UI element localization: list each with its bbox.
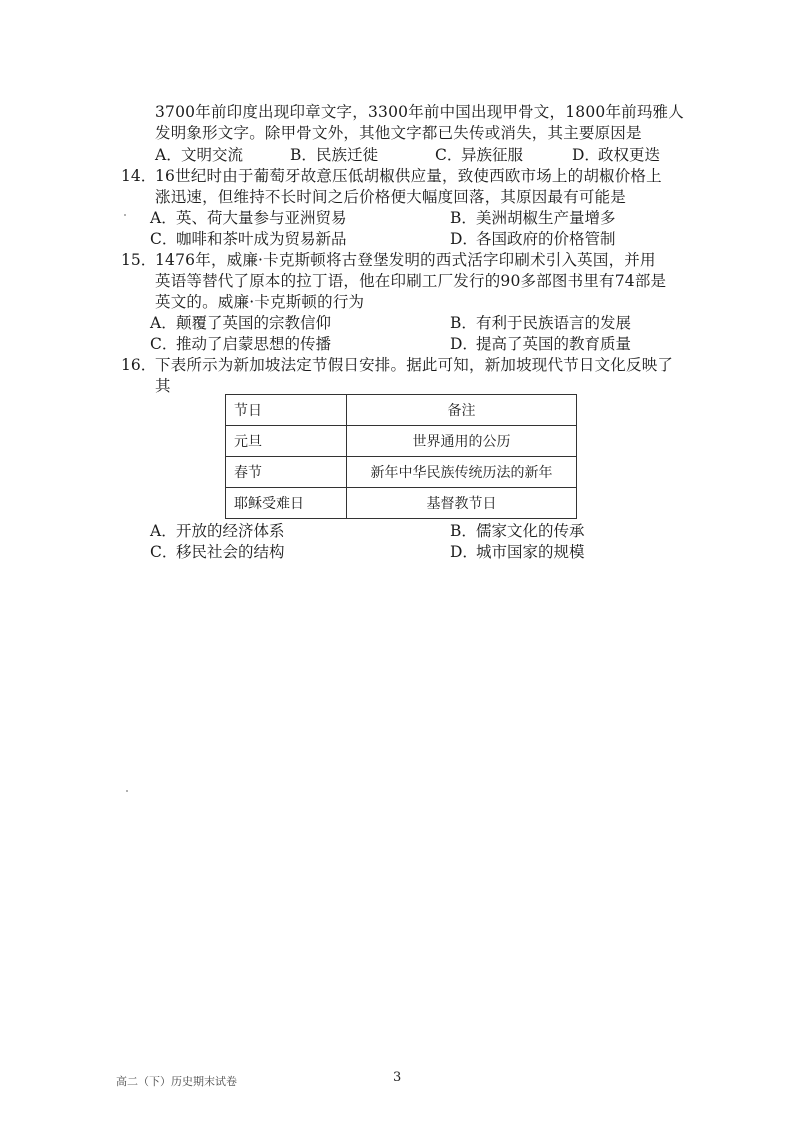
option-letter: C． xyxy=(150,543,178,561)
option-letter: A． xyxy=(150,522,177,540)
table-row xyxy=(226,457,577,488)
q16-text-line-2: 其 xyxy=(155,377,171,395)
q16-option-b xyxy=(450,521,585,541)
option-letter: A． xyxy=(150,314,177,332)
q14-number: 14． xyxy=(121,167,157,185)
table-header-cell: 备注 xyxy=(347,395,577,426)
q14-text-line-2: 涨迅速，但维持不长时间之后价格便大幅度回落，其原因最有可能是 xyxy=(155,188,627,206)
option-letter: B． xyxy=(290,146,317,164)
page-number: 3 xyxy=(393,1070,402,1085)
option-text: 英、荷大量参与亚洲贸易 xyxy=(176,209,347,227)
option-text: 有利于民族语言的发展 xyxy=(476,314,632,332)
table-cell: 春节 xyxy=(226,457,347,488)
footer-exam-title: 高二（下）历史期末试卷 xyxy=(116,1075,237,1088)
q15-number: 15． xyxy=(121,251,157,269)
scan-speck xyxy=(126,790,128,792)
option-text: 城市国家的规模 xyxy=(476,543,585,561)
option-text: 移民社会的结构 xyxy=(176,543,285,561)
table-header-cell: 节日 xyxy=(226,395,347,426)
option-text: 美洲胡椒生产量增多 xyxy=(476,209,616,227)
option-text: 咖啡和茶叶成为贸易新品 xyxy=(176,230,347,248)
q15-option-d xyxy=(450,334,631,354)
option-letter: A． xyxy=(150,209,177,227)
q14-option-b xyxy=(450,208,616,228)
option-text: 提高了英国的教育质量 xyxy=(476,335,632,353)
q15-option-c xyxy=(150,334,331,354)
holiday-table xyxy=(225,394,577,519)
q14-option-d xyxy=(450,229,616,249)
q13-option-b xyxy=(290,145,378,165)
q15-text-line-2: 英语等替代了原本的拉丁语，他在印刷工厂发行的90多部图书里有74部是 xyxy=(155,272,667,290)
option-letter: B． xyxy=(450,209,477,227)
table-cell: 耶稣受难日 xyxy=(226,488,347,519)
option-text: 儒家文化的传承 xyxy=(476,522,585,540)
option-text: 民族迁徙 xyxy=(316,146,379,164)
q13-option-d xyxy=(572,145,660,165)
option-text: 文明交流 xyxy=(181,146,244,164)
option-text: 开放的经济体系 xyxy=(176,522,285,540)
option-letter: A． xyxy=(155,146,182,164)
table-cell: 元旦 xyxy=(226,426,347,457)
option-text: 推动了启蒙思想的传播 xyxy=(176,335,332,353)
q14-option-c xyxy=(150,229,347,249)
q14-text-line-1: 16世纪时由于葡萄牙故意压低胡椒供应量，致使西欧市场上的胡椒价格上 xyxy=(155,167,662,185)
q16-option-d xyxy=(450,542,585,562)
option-letter: D． xyxy=(450,543,478,561)
q16-number: 16． xyxy=(121,356,157,374)
q15-text-line-1: 1476年，威廉·卡克斯顿将古登堡发明的西式活字印刷术引入英国，并用 xyxy=(155,251,656,269)
table-row xyxy=(226,426,577,457)
q16-option-c xyxy=(150,542,285,562)
q14-option-a xyxy=(150,208,347,228)
q13-text-line-2: 发明象形文字。除甲骨文外，其他文字都已失传或消失，其主要原因是 xyxy=(155,124,642,142)
table-header-row xyxy=(226,395,577,426)
q15-option-b xyxy=(450,313,631,333)
option-letter: C． xyxy=(150,230,178,248)
q13-text-line-1: 3700年前印度出现印章文字，3300年前中国出现甲骨文，1800年前玛雅人 xyxy=(155,103,684,121)
q16-option-a xyxy=(150,521,285,541)
option-letter: C． xyxy=(435,146,463,164)
option-letter: B． xyxy=(450,522,477,540)
option-text: 各国政府的价格管制 xyxy=(476,230,616,248)
option-text: 政权更迭 xyxy=(598,146,661,164)
option-letter: D． xyxy=(572,146,600,164)
scan-speck xyxy=(124,214,126,216)
table-cell: 新年中华民族传统历法的新年 xyxy=(347,457,577,488)
q15-option-a xyxy=(150,313,331,333)
table-cell: 世界通用的公历 xyxy=(347,426,577,457)
option-letter: B． xyxy=(450,314,477,332)
q13-option-c xyxy=(435,145,523,165)
q16-text-line-1: 下表所示为新加坡法定节假日安排。据此可知，新加坡现代节日文化反映了 xyxy=(155,356,674,374)
q15-text-line-3: 英文的。威廉·卡克斯顿的行为 xyxy=(155,293,365,311)
option-letter: C． xyxy=(150,335,178,353)
option-text: 异族征服 xyxy=(461,146,524,164)
table-cell: 基督教节日 xyxy=(347,488,577,519)
q13-option-a xyxy=(155,145,243,165)
option-letter: D． xyxy=(450,335,478,353)
option-text: 颠覆了英国的宗教信仰 xyxy=(176,314,332,332)
option-letter: D． xyxy=(450,230,478,248)
table-row xyxy=(226,488,577,519)
